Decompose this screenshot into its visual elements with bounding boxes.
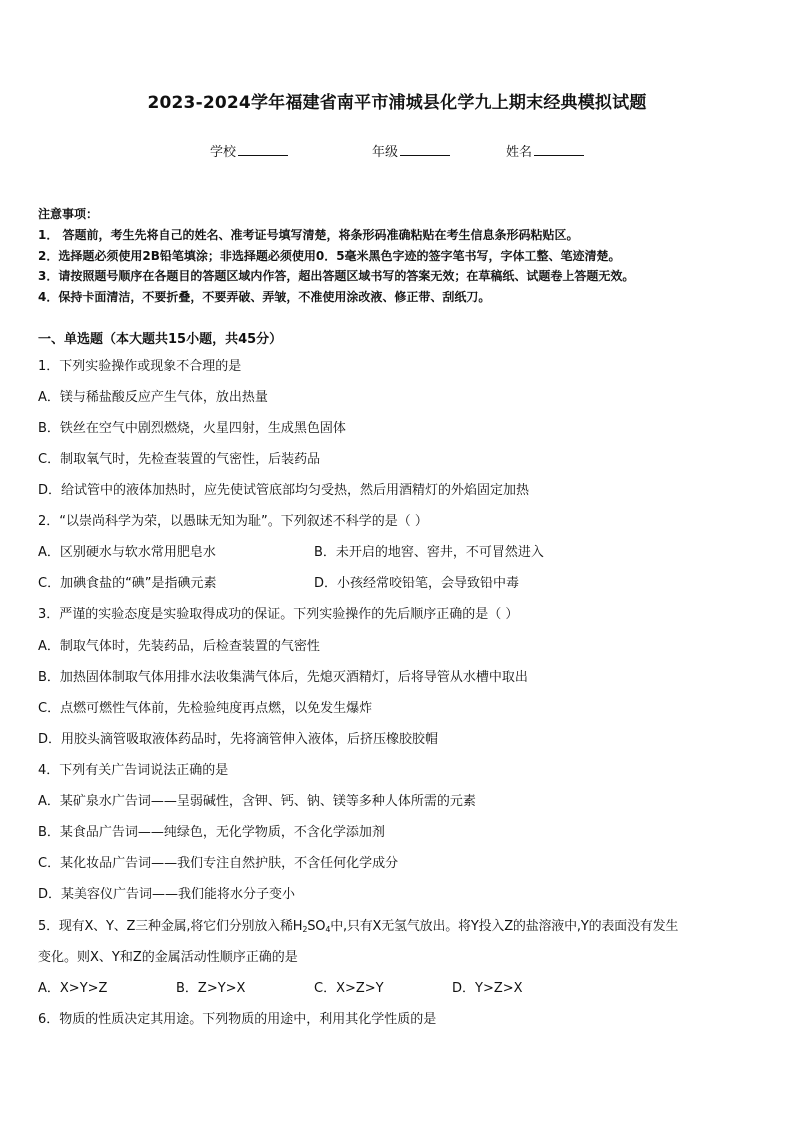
option: D．给试管中的液体加热时，应先使试管底部均匀受热，然后用酒精灯的外焰固定加热 [38, 483, 530, 498]
option: A．镁与稀盐酸反应产生气体，放出热量 [38, 390, 268, 405]
name-field [506, 141, 584, 160]
school-field [210, 141, 288, 160]
option: C．加碘食盐的“碘”是指碘元素 [38, 576, 217, 591]
question-stem: 1．下列实验操作或现象不合理的是 [38, 359, 242, 374]
question-stem: 6．物质的性质决定其用途。下列物质的用途中，利用其化学性质的是 [38, 1012, 437, 1027]
question-stem [38, 915, 678, 934]
option: C．某化妆品广告词——我们专注自然护肤，不含任何化学成分 [38, 856, 399, 871]
school-blank [238, 143, 288, 156]
option: C．点燃可燃性气体前，先检验纯度再点燃，以免发生爆炸 [38, 701, 373, 716]
grade-blank [400, 143, 450, 156]
note-item: 2．选择题必须使用2B铅笔填涂；非选择题必须使用0．5毫米黑色字迹的签字笔书写，字体工整、笔迹清楚。 [38, 249, 621, 263]
page-title: 2023-2024学年福建省南平市浦城县化学九上期末经典模拟试题 [147, 93, 647, 113]
question-stem-continued: 变化。则X、Y和Z的金属活动性顺序正确的是 [38, 950, 298, 965]
subscript: 2 [302, 925, 308, 934]
option: B．某食品广告词——纯绿色，无化学物质，不含化学添加剂 [38, 825, 385, 840]
stem-text: 5．现有X、Y、Z三种金属,将它们分别放入稀H [38, 919, 303, 934]
option: D．小孩经常咬铅笔，会导致铅中毒 [314, 576, 520, 591]
option: B．铁丝在空气中剧烈燃烧，火星四射，生成黑色固体 [38, 421, 346, 436]
subscript: 4 [325, 925, 331, 934]
option: D．Y>Z>X [452, 981, 523, 996]
option: B．加热固体制取气体用排水法收集满气体后，先熄灭酒精灯，后将导管从水槽中取出 [38, 670, 528, 685]
option: B．Z>Y>X [176, 981, 246, 996]
question-stem: 3．严谨的实验态度是实验取得成功的保证。下列实验操作的先后顺序正确的是（ ） [38, 607, 519, 622]
option: A．某矿泉水广告词——呈弱碱性，含钾、钙、钠、镁等多种人体所需的元素 [38, 794, 476, 809]
stem-text: SO [307, 919, 326, 934]
section-heading: 一、单选题（本大题共15小题，共45分） [38, 332, 283, 347]
option: D．用胶头滴管吸取液体药品时，先将滴管伸入液体，后挤压橡胶胶帽 [38, 732, 439, 747]
option: A．X>Y>Z [38, 981, 108, 996]
question-stem: 4．下列有关广告词说法正确的是 [38, 763, 229, 778]
option: C．X>Z>Y [314, 981, 384, 996]
notes-heading: 注意事项： [38, 207, 99, 221]
note-item: 3．请按照题号顺序在各题目的答题区域内作答，超出答题区域书写的答案无效；在草稿纸、试题卷上答题无效。 [38, 269, 635, 283]
name-label: 姓名 [506, 145, 533, 160]
option: C．制取氧气时，先检查装置的气密性，后装药品 [38, 452, 321, 467]
note-item: 1． 答题前，考生先将自己的姓名、准考证号填写清楚，将条形码准确粘贴在考生信息条形码粘贴区。 [38, 228, 579, 242]
option: B．未开启的地窖、窖井，不可冒然进入 [314, 545, 544, 560]
grade-label: 年级 [372, 145, 399, 160]
option: D．某美容仪广告词——我们能将水分子变小 [38, 887, 296, 902]
note-item: 4．保持卡面清洁，不要折叠，不要弄破、弄皱，不准使用涂改液、修正带、刮纸刀。 [38, 290, 491, 304]
stem-text: 中,只有X无氢气放出。将Y投入Z的盐溶液中,Y的表面没有发生 [330, 919, 679, 934]
grade-field [372, 141, 450, 160]
option: A．区别硬水与软水常用肥皂水 [38, 545, 216, 560]
name-blank [534, 143, 584, 156]
option: A．制取气体时，先装药品，后检查装置的气密性 [38, 639, 320, 654]
school-label: 学校 [210, 145, 237, 160]
question-stem: 2．“以崇尚科学为荣，以愚昧无知为耻”。下列叙述不科学的是（ ） [38, 514, 428, 529]
